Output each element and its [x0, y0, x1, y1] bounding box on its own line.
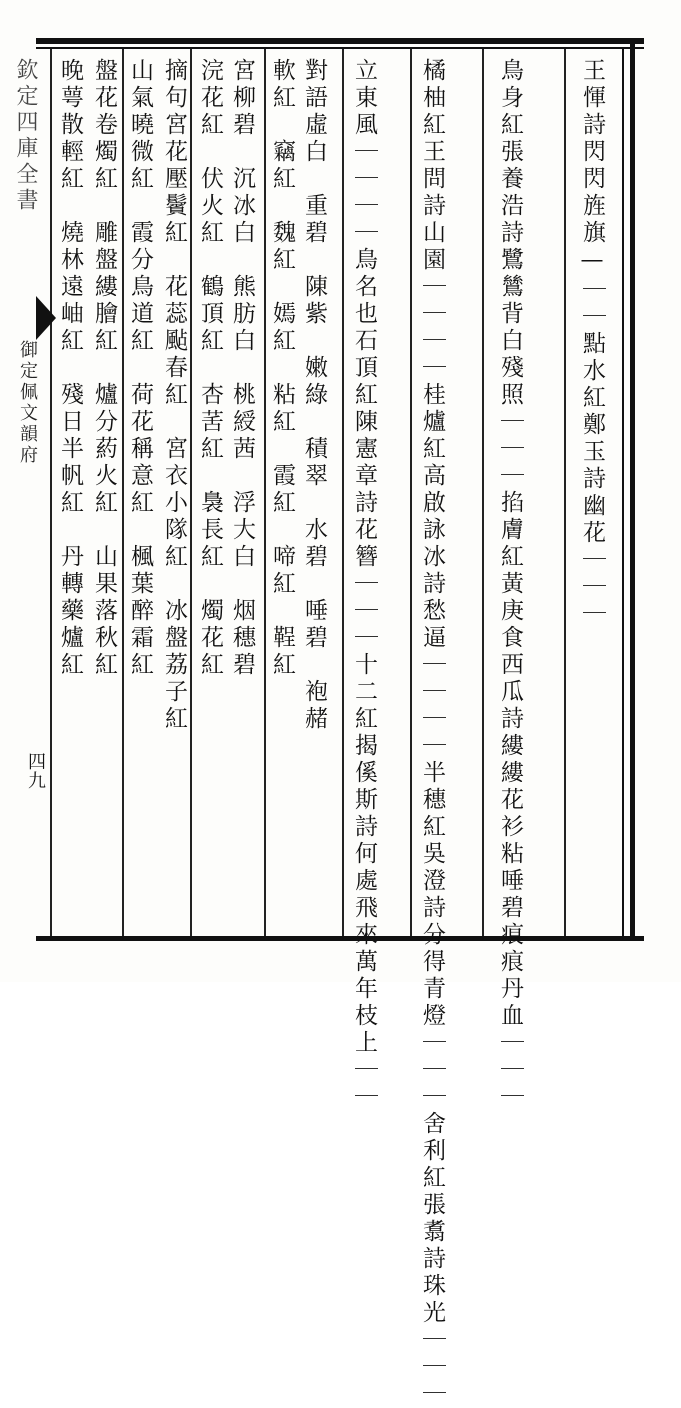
text-column-8: 浣花紅 伏火紅 鶴頂紅 杏䒷紅 裊長紅 燭花紅	[197, 58, 223, 679]
text-column-3: 橘柚紅王問詩山園｜｜｜｜桂爐紅高啟詠冰詩愁逼｜｜｜｜半穗紅吳澄詩分得青燈｜｜｜舍利紅張翥詩珠光｜｜｜	[419, 58, 445, 1408]
text-column-7: 宮柳碧 沉冰白 熊肪白 桃綬茜 浮大白 烟穗碧	[229, 58, 255, 679]
fish-tail-mark	[36, 296, 56, 340]
column-rule	[482, 49, 484, 936]
column-rule	[50, 49, 52, 936]
text-column-10: 山氣曉微紅 霞分鳥道紅 荷花稱意紅 楓葉醉霜紅	[127, 58, 153, 679]
text-column-1: 王惲詩閃閃旌旗—｜｜點水紅鄭玉詩幽花｜｜｜	[579, 58, 605, 628]
text-column-9: 摘句宮花壓鬢紅 花蕊颭春紅 宮衣小隊紅 冰盤荔子紅	[161, 58, 187, 733]
column-rule	[190, 49, 192, 936]
column-rule	[410, 49, 412, 936]
margin-series-title: 欽定四庫全書	[13, 58, 38, 214]
frame-bottom-border	[36, 936, 644, 941]
column-rule	[342, 49, 344, 936]
text-column-4: 立東風｜｜｜｜鳥名也石頂紅陳憲章詩花簪｜｜｜十二紅揭傒斯詩何處飛來萬年枝上｜｜	[351, 58, 377, 1111]
page-number: 四九	[25, 752, 46, 790]
frame-right-border	[630, 38, 635, 941]
frame-right-inner-border	[622, 47, 624, 936]
frame-top-inner-border	[36, 47, 644, 49]
column-rule	[122, 49, 124, 936]
text-column-5: 對語虛白 重碧 陳紫 嫩綠 積翠 水碧 唾碧 袍赭	[301, 58, 327, 733]
text-column-2: 鳥身紅張養浩詩鷺鷥背白殘照｜｜｜掐膚紅黃庚食西瓜詩縷縷花衫粘唾碧痕痕丹血｜｜｜	[497, 58, 523, 1111]
text-column-11: 盤花卷燭紅 雕盤縷膾紅 爐分葯火紅 山果落秋紅	[91, 58, 117, 679]
text-column-6: 軟紅 竊紅 魏紅 嫣紅 粘紅 霞紅 啼紅 鞓紅	[269, 58, 295, 679]
margin-book-title: 御定佩文韻府	[17, 340, 38, 466]
frame-top-border	[36, 38, 644, 44]
column-rule	[564, 49, 566, 936]
text-column-12: 晚萼散輕紅 燒林遠岫紅 殘日半帆紅 丹轉藥爐紅	[57, 58, 83, 679]
column-rule	[264, 49, 266, 936]
